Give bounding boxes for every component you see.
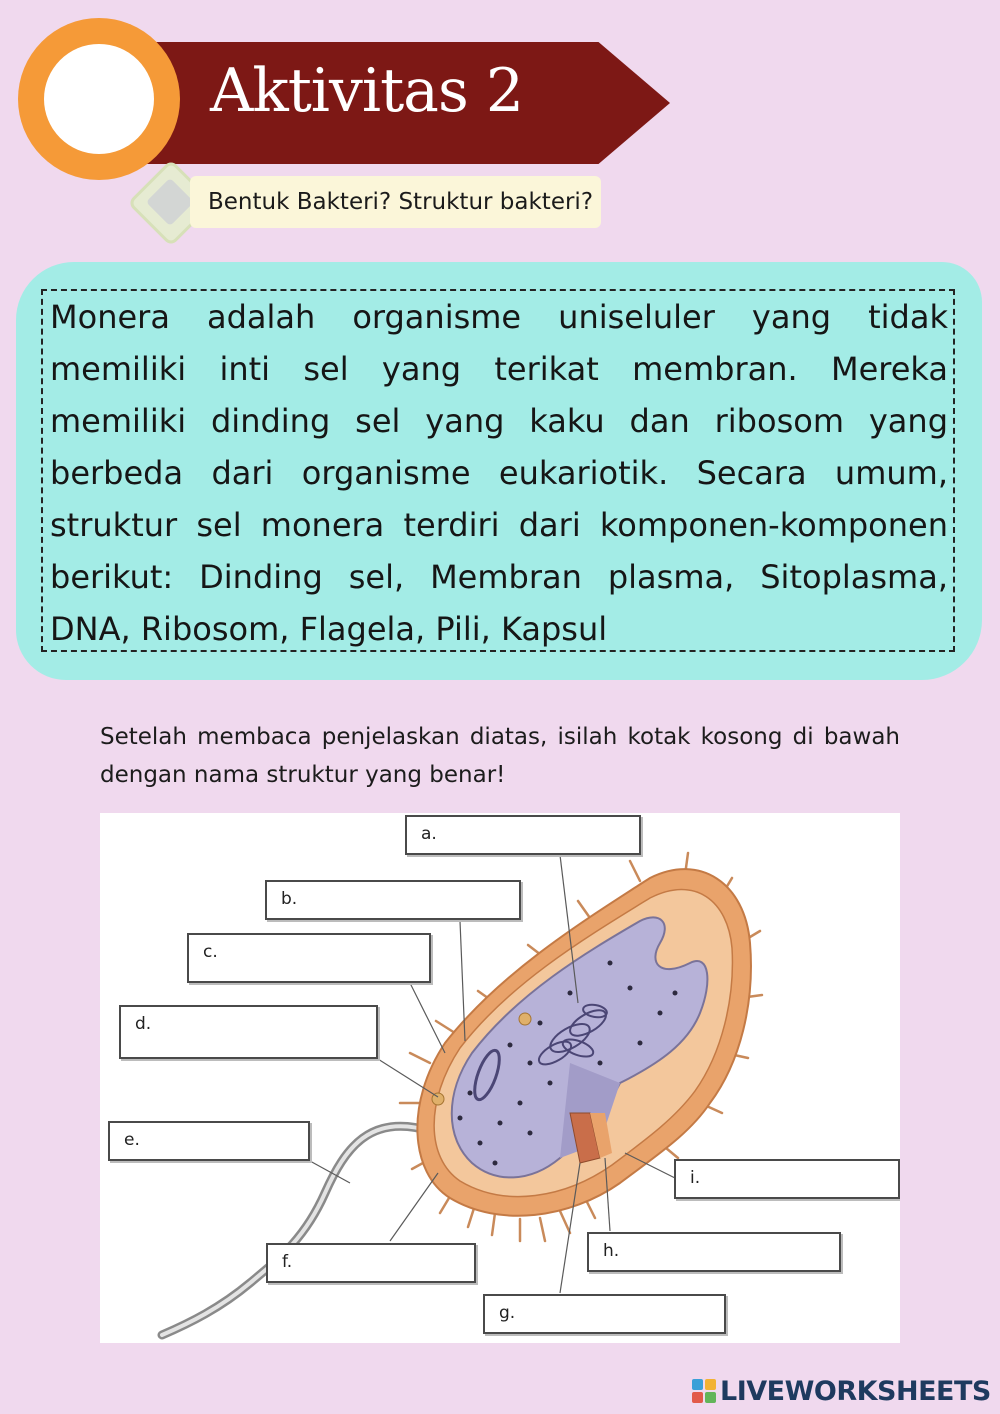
answer-label-f: f. — [282, 1252, 293, 1272]
answer-label-a: a. — [421, 824, 437, 844]
liveworksheets-logo — [692, 1374, 991, 1408]
answer-label-e: e. — [124, 1130, 140, 1150]
answer-box-d — [119, 1005, 378, 1059]
answer-label-i: i. — [690, 1168, 701, 1188]
answer-input-c[interactable] — [225, 941, 423, 967]
answer-label-c: c. — [203, 942, 218, 962]
answer-label-h: h. — [603, 1241, 620, 1261]
answer-box-e — [108, 1121, 310, 1161]
answer-box-b — [265, 880, 521, 920]
answer-input-d[interactable] — [157, 1013, 370, 1039]
answer-input-g[interactable] — [521, 1302, 718, 1328]
logo-letter-e — [705, 1392, 716, 1403]
logo-letter-i — [705, 1379, 716, 1390]
answer-box-h — [587, 1232, 841, 1272]
answer-input-f[interactable] — [304, 1251, 468, 1277]
logo-letter-v — [692, 1392, 703, 1403]
answer-input-b[interactable] — [303, 888, 513, 914]
subtitle-text: Bentuk Bakteri? Struktur bakteri? — [208, 189, 594, 215]
answer-label-d: d. — [135, 1014, 152, 1034]
page-title: Aktivitas 2 — [210, 56, 523, 126]
decorative-circle-center — [44, 44, 154, 154]
answer-input-i[interactable] — [712, 1167, 892, 1193]
logo-grid-icon — [692, 1379, 716, 1403]
answer-label-g: g. — [499, 1303, 516, 1323]
answer-input-h[interactable] — [625, 1240, 833, 1266]
answer-box-a — [405, 815, 641, 855]
logo-text: LIVEWORKSHEETS — [720, 1375, 991, 1407]
reading-paragraph: Monera adalah organisme uniseluler yang tidak memiliki inti sel yang terikat membran. Mereka memiliki dinding sel yang kaku dan ribosom yang berbeda dari organisme eukariotik. Secara umum, struktur sel monera terdiri dari komponen-komponen berikut: Dinding sel, Membran plasma, Sitoplasma, DNA, Ribosom, Flagela, Pili, Kapsul — [50, 298, 948, 648]
subtitle-badge — [190, 176, 601, 228]
answer-input-e[interactable] — [146, 1129, 302, 1155]
answer-box-g — [483, 1294, 726, 1334]
answer-label-b: b. — [281, 889, 298, 909]
instruction-text: Setelah membaca penjelaskan diatas, isilah kotak kosong di bawah dengan nama struktur yang benar! — [100, 724, 900, 788]
answer-box-f — [266, 1243, 476, 1283]
answer-input-a[interactable] — [443, 823, 633, 849]
answer-box-c — [187, 933, 431, 983]
logo-letter-l — [692, 1379, 703, 1390]
answer-box-i — [674, 1159, 900, 1199]
bacteria-diagram — [100, 813, 900, 1343]
